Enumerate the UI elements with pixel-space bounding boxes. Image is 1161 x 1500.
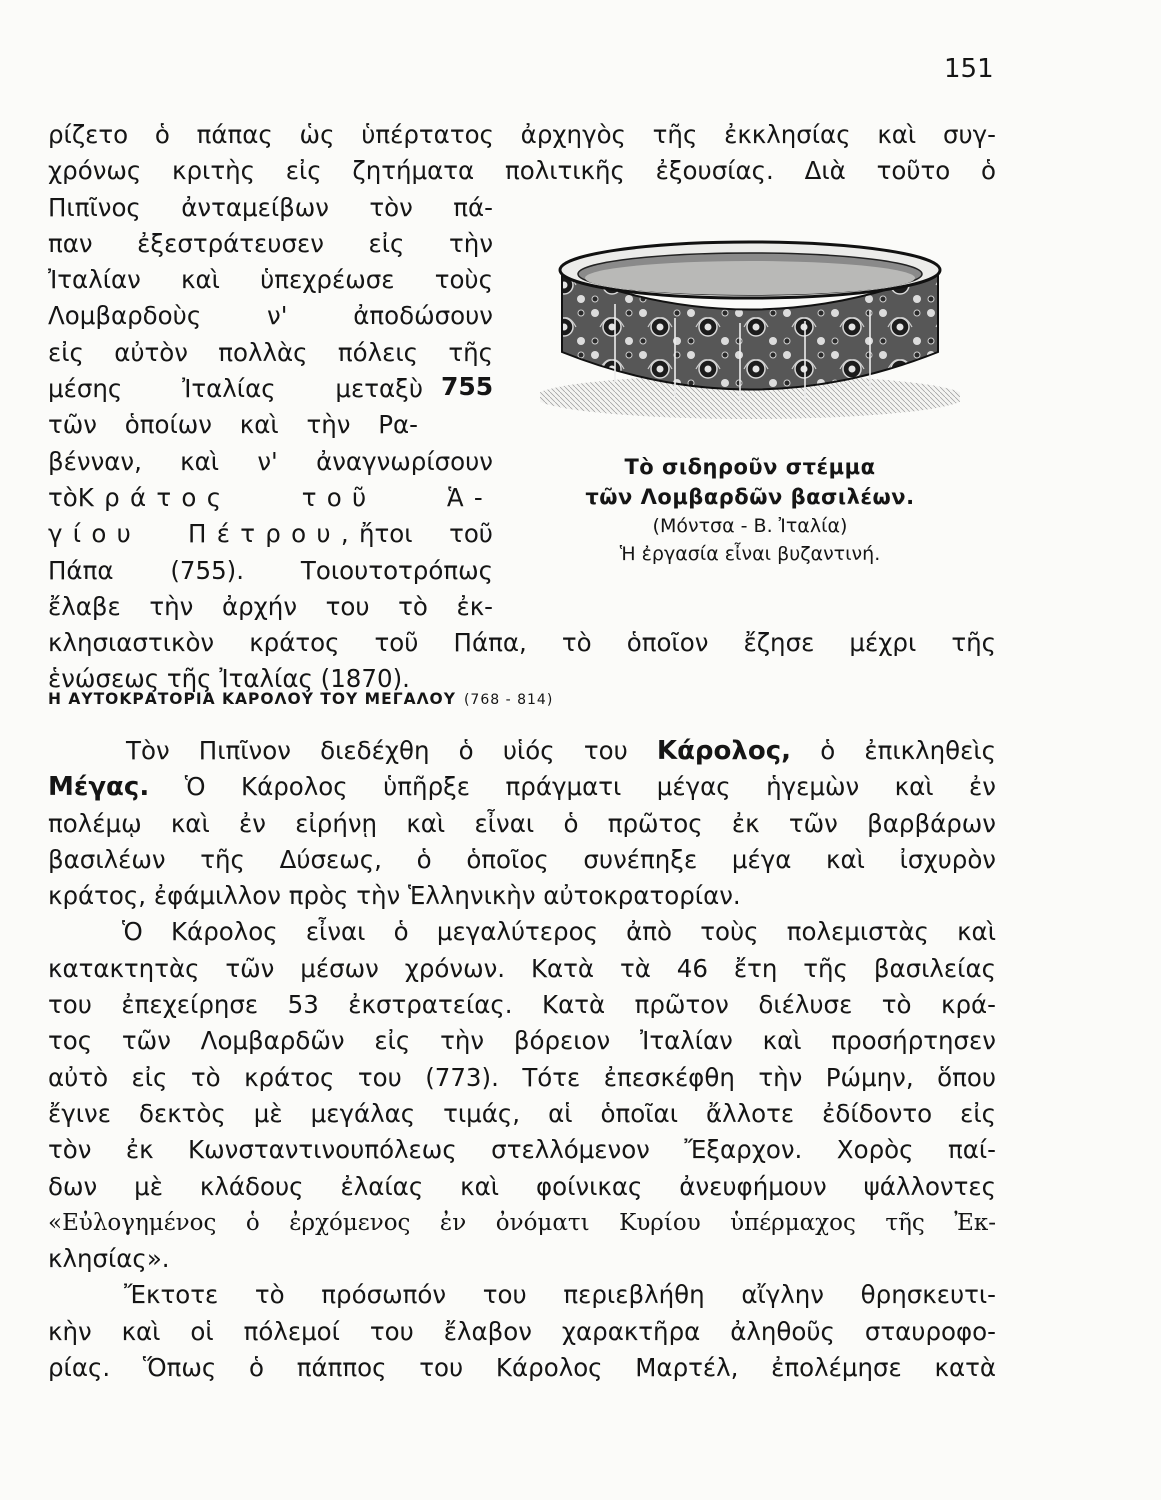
- text-line: κράτος, ἐφάμιλλον πρὸς τὴν Ἑλληνικὴν αὐτοκρατορίαν.: [48, 881, 741, 911]
- caption-note: Ἡ ἐργασία εἶναι βυζαντινή.: [619, 543, 881, 565]
- text-fragment: ὁ ἐπικληθεὶς: [820, 736, 996, 765]
- page-number: 151: [944, 54, 994, 84]
- section-years: (768 - 814): [463, 692, 554, 708]
- text-line: [48, 733, 996, 769]
- main-text: [48, 733, 996, 1386]
- text-line: [48, 769, 996, 805]
- text-line: τῶν ὁποίων καὶ τὴν Ρα-: [48, 410, 418, 440]
- text-line: ρίζετο ὁ πάπας ὡς ὑπέρτατος ἀρχηγὸς τῆς ἐκκλησίας καὶ συγ-: [48, 120, 996, 149]
- text-line: πολέμῳ καὶ ἐν εἰρήνῃ καὶ εἶναι ὁ πρῶτος ἐκ τῶν βαρβάρων: [48, 808, 996, 838]
- bold-epithet: Μέγας.: [48, 772, 150, 803]
- text-line: χρόνως κριτὴς εἰς ζητήματα πολιτικῆς ἐξουσίας. Διὰ τοῦτο ὁ: [48, 156, 996, 186]
- text-line: Ἔκτοτε τὸ πρόσωπόν του περιεβλήθη αἴγλην θρησκευτι-: [124, 1280, 996, 1310]
- text-fragment: ἤτοι τοῦ: [358, 519, 493, 549]
- text-line: Πάπα (755). Τοιουτοτρόπως: [48, 555, 493, 585]
- text-line: βασιλέων τῆς Δύσεως, ὁ ὁποῖος συνέπηξε μέγα καὶ ἰσχυρὸν: [48, 844, 996, 874]
- spaced-line: [48, 480, 493, 516]
- text-line: κλησίας».: [48, 1244, 170, 1274]
- text-line: του ἐπεχείρησε 53 ἐκστρατείας. Κατὰ πρῶτον διέλυσε τὸ κρά-: [48, 990, 996, 1020]
- caption-title-line2: τῶν Λομβαρδῶν βασιλέων.: [585, 485, 915, 509]
- text-line: Ὁ Κάρολος εἶναι ὁ μεγαλύτερος ἀπὸ τοὺς πολεμιστὰς καὶ: [122, 917, 996, 947]
- text-line: ἔλαβε τὴν ἀρχήν του τὸ ἐκ-: [48, 591, 493, 621]
- section-title: Η ΑΥΤΟΚΡΑΤΟΡΙΑ ΚΑΡΟΛΟΥ ΤΟΥ ΜΕΓΑΛΟΥ: [48, 690, 456, 708]
- text-fragment: Τὸν Πιπῖνον διεδέχθη ὁ υἱός του: [126, 736, 628, 765]
- text-line: μέσης Ἰταλίας μεταξὺ: [48, 374, 423, 404]
- spaced-text: Κράτος τοῦ Ἁ-: [77, 482, 493, 512]
- quote-line: «Εὐλογημένος ὁ ἐρχόμενος ἐν ὀνόματι Κυρίου ὑπέρμαχος τῆς Ἐκ-: [48, 1209, 996, 1236]
- text-line: κὴν καὶ οἱ πόλεμοί του ἔλαβον χαρακτῆρα ἀληθοῦς σταυροφο-: [48, 1316, 996, 1346]
- spaced-line: [48, 516, 493, 552]
- text-line: Πιπῖνος ἀνταμείβων τὸν πά-: [48, 192, 493, 222]
- caption-title: Τὸ σιδηροῦν στέμμα: [624, 455, 876, 479]
- text-line: εἰς αὐτὸν πολλὰς πόλεις τῆς: [48, 337, 493, 367]
- text-line: βένναν, καὶ ν' ἀναγνωρίσουν: [48, 446, 493, 476]
- text-line: κλησιαστικὸν κράτος τοῦ Πάπα, τὸ ὁποῖον ἔζησε μέχρι τῆς: [48, 628, 996, 658]
- figure-caption: [560, 452, 940, 568]
- text-line: αὐτὸ εἰς τὸ κράτος του (773). Τότε ἐπεσκέφθη τὴν Ρώμην, ὅπου: [48, 1062, 996, 1092]
- text-line: ἔγινε δεκτὸς μὲ μεγάλας τιμάς, αἱ ὁποῖαι ἄλλοτε ἐδίδοντο εἰς: [48, 1098, 996, 1128]
- text-fragment: τὸ: [48, 482, 78, 512]
- text-line: ρίας. Ὅπως ὁ πάππος του Κάρολος Μαρτέλ, ἐπολέμησε κατὰ: [48, 1353, 996, 1383]
- text-line: τὸν ἐκ Κωνσταντινουπόλεως στελλόμενον Ἔξαρχον. Χορὸς παί-: [48, 1135, 996, 1165]
- text-line: τος τῶν Λομβαρδῶν εἰς τὴν βόρειον Ἰταλίαν καὶ προσήρτησεν: [48, 1026, 996, 1056]
- bold-name: Κάρολος,: [656, 736, 792, 766]
- text-line: Λομβαρδοὺς ν' ἀποδώσουν: [48, 301, 493, 331]
- spaced-text: γίου Πέτρου,: [48, 519, 359, 549]
- text-line: δων μὲ κλάδους ἐλαίας καὶ φοίνικας ἀνευφήμουν ψάλλοντες: [48, 1171, 996, 1201]
- text-line: ἑνώσεως τῆς Ἰταλίας (1870).: [48, 664, 410, 694]
- text-line: κατακτητὰς τῶν μέσων χρόνων. Κατὰ τὰ 46 ἔτη τῆς βασιλείας: [48, 953, 996, 983]
- caption-location: (Μόντσα - Β. Ἰταλία): [652, 515, 848, 537]
- text-fragment: Ὁ Κάρολος ὑπῆρξε πράγματι μέγας ἡγεμὼν καὶ ἐν: [184, 772, 996, 802]
- iron-crown-illustration: [540, 222, 960, 422]
- text-line: παν ἐξεστράτευσεν εἰς τὴν: [48, 228, 493, 258]
- margin-year-note: 755: [441, 372, 494, 401]
- text-line: Ἰταλίαν καὶ ὑπεχρέωσε τοὺς: [48, 265, 493, 295]
- section-heading: [48, 690, 553, 708]
